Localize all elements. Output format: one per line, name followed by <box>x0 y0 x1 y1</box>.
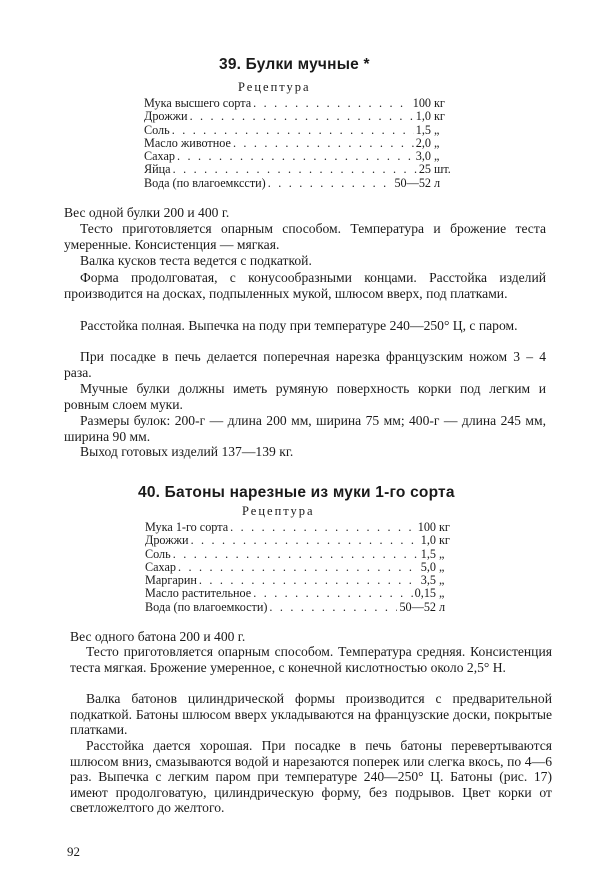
paragraph: Расстойка дается хорошая. При посадке в печь батоны перевертываются шлюсом вниз, смазываются водой и нарезаются поперек или слегка вкось, по 4—6 раз. Выпечка с легким паром при температуре 240—250° Ц. Батоны (рис. 17) имеют продолговатую, цилиндрическую форму, без подрывов. Цвет корки от светложелтого до желтого. <box>70 738 552 815</box>
recipe-subtitle-39: Рецептура <box>238 80 311 94</box>
recipe-row: Масло животное . . . 2,0 „ <box>144 137 454 150</box>
paragraph: Форма продолговатая, с конусообразными концами. Расстойка изделий производится на досках, подпыленных мукой, шлюсом вверх, под платками. <box>64 270 546 301</box>
paragraph: Мучные булки должны иметь румяную поверхность корки под легким и ровным слоем муки. <box>64 381 546 412</box>
recipe-row: Соль . . . 1,5 „ <box>144 124 454 137</box>
paragraph: Вес одного батона 200 и 400 г. <box>70 629 246 644</box>
recipe-row: Вода (по влагоемкссти) . . . 50—52 л <box>144 177 454 190</box>
section-title-40: 40. Батоны нарезные из муки 1-го сорта <box>138 484 455 501</box>
recipe-row: Сахар . . . 5,0 „ <box>145 561 459 574</box>
paragraph: Расстойка полная. Выпечка на поду при температуре 240—250° Ц, с паром. <box>80 318 518 333</box>
recipe-row: Маргарин . . . 3,5 „ <box>145 574 459 587</box>
paragraph: Тесто приготовляется опарным способом. Температура и брожение теста умеренные. Консистенция — мягкая. <box>64 221 546 252</box>
paragraph: Вес одной булки 200 и 400 г. <box>64 205 230 220</box>
recipe-row: Дрожжи . . . 1,0 кг <box>145 534 459 547</box>
paragraph: Размеры булок: 200-г — длина 200 мм, ширина 75 мм; 400-г — длина 245 мм, ширина 90 мм. <box>64 413 546 444</box>
recipe-row: Соль . . . 1,5 „ <box>145 548 459 561</box>
page-number: 92 <box>67 844 80 859</box>
recipe-row: Вода (по влагоемкости) . . . 50—52 л <box>145 601 459 614</box>
recipe-row: Дрожжи . . . 1,0 кг <box>144 110 454 123</box>
recipe-row: Мука высшего сорта . . . 100 кг <box>144 97 454 110</box>
recipe-row: Мука 1-го сорта . . . 100 кг <box>145 521 459 534</box>
paragraph: Валка батонов цилиндрической формы производится с предварительной подкаткой. Батоны шлюсом вверх укладываются на французские доски, покрытые платками. <box>70 691 552 737</box>
paragraph: Тесто приготовляется опарным способом. Температура средняя. Консистенция теста мягкая. Брожение умеренное, с конечной кислотностью около 2,5° Н. <box>70 644 552 675</box>
recipe-subtitle-40: Рецептура <box>242 504 315 518</box>
recipe-row: Сахар . . . 3,0 „ <box>144 150 454 163</box>
section-title-39: 39. Булки мучные * <box>219 56 370 73</box>
paragraph: При посадке в печь делается поперечная нарезка французским ножом 3 – 4 раза. <box>64 349 546 380</box>
recipe-row: Яйца . . . 25 шт. <box>144 163 454 176</box>
recipe-row: Масло растительное . . . 0,15 „ <box>145 587 459 600</box>
paragraph: Выход готовых изделий 137—139 кг. <box>80 444 294 459</box>
recipe-table-40 <box>145 521 459 614</box>
recipe-table-39 <box>144 97 454 190</box>
paragraph: Валка кусков теста ведется с подкаткой. <box>80 253 312 268</box>
